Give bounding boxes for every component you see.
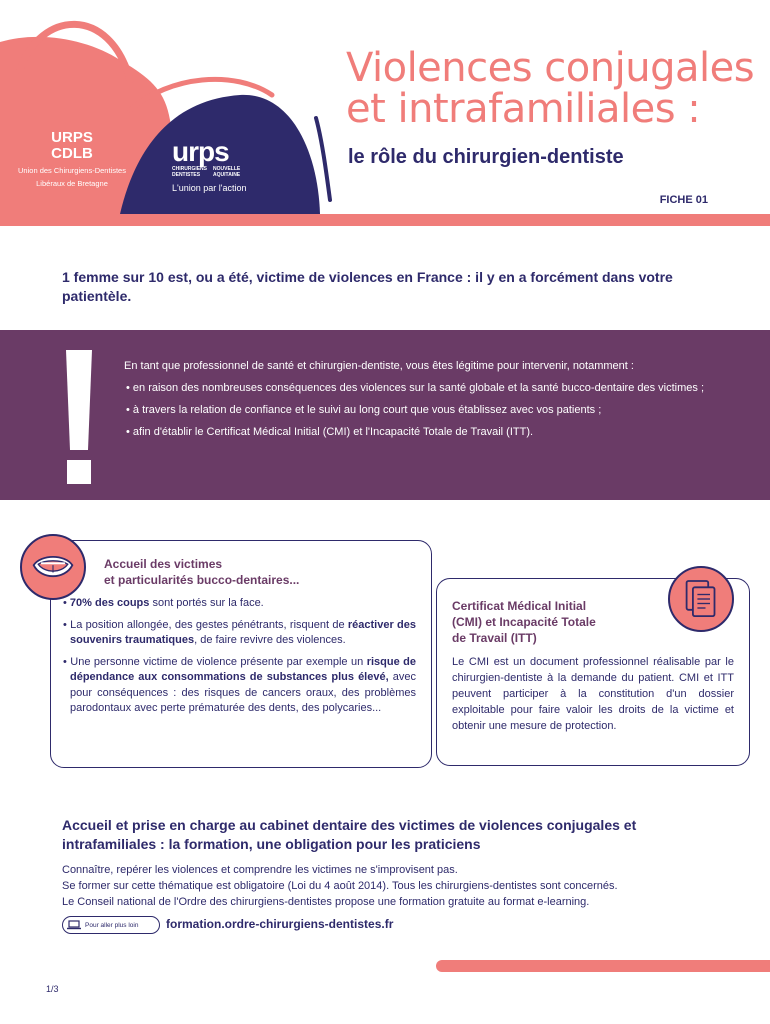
list-item: • 70% des coups sont portés sur la face. xyxy=(63,597,264,609)
page-title xyxy=(346,45,766,132)
footer-divider xyxy=(436,960,770,972)
band-lead: En tant que professionnel de santé et chirurgien-dentiste, vous êtes légitime pour intervenir, notamment : xyxy=(124,360,634,372)
list-item: • La position allongée, des gestes pénétrants, risquent de réactiver des souvenirs traumatiques, de faire revivre des violences. xyxy=(63,618,416,646)
victims-heading-line2: et particularités bucco-dentaires... xyxy=(104,573,300,587)
logo-urps-na-line3: NOUVELLE xyxy=(213,166,241,172)
training-line3: Le Conseil national de l'Ordre des chirurgiens-dentistes propose une formation gratuite au format e-learning. xyxy=(62,896,590,908)
cmi-heading-line2: (CMI) et Incapacité Totale xyxy=(452,615,596,629)
logo-urps-cdlb-sub-2: Libéraux de Bretagne xyxy=(36,179,108,188)
item2-post: , de faire revivre des violences. xyxy=(194,634,346,646)
page-number: 1/3 xyxy=(46,984,59,994)
logo-urps-na-line1: CHIRURGIENS xyxy=(172,166,208,172)
victims-card-body xyxy=(62,596,416,723)
band-bullet-2: • à travers la relation de confiance et le suivi au long court que vous établissez avec vos patients ; xyxy=(126,404,602,416)
fiche-number: FICHE 01 xyxy=(659,194,708,206)
logo-urps-na-name: urps xyxy=(172,136,229,167)
page-subtitle: le rôle du chirurgien-dentiste xyxy=(348,146,624,168)
item3-bold: risque de dépendance aux consommations de substances plus élevé, xyxy=(70,655,416,683)
more-info-label: Pour aller plus loin xyxy=(85,921,139,929)
exclamation-icon xyxy=(62,342,96,492)
page-title-line1: Violences conjugales xyxy=(346,45,755,91)
cmi-heading-line3: de Travail (ITT) xyxy=(452,631,537,645)
logo-urps-na-line4: AQUITAINE xyxy=(213,172,241,178)
document-icon xyxy=(668,566,734,632)
victims-heading-line1: Accueil des victimes xyxy=(104,557,223,571)
training-link[interactable]: formation.ordre-chirurgiens-dentistes.fr xyxy=(166,917,394,931)
item2-bold: réactiver des souvenirs traumatiques xyxy=(70,618,416,646)
laptop-icon xyxy=(67,920,81,930)
more-info-badge xyxy=(62,916,160,934)
victims-card-heading xyxy=(104,556,404,588)
logo-urps-cdlb-title-2: CDLB xyxy=(51,145,93,162)
training-line2: Se former sur cette thématique est obligatoire (Loi du 4 août 2014). Tous les chirurgiens-dentistes sont concernés. xyxy=(62,880,618,892)
item1-text: sont portés sur la face. xyxy=(149,597,264,609)
header-divider xyxy=(0,214,770,226)
logo-urps-cdlb-title-1: URPS xyxy=(51,129,93,146)
logo-urps-cdlb-sub-1: Union des Chirurgiens-Dentistes xyxy=(18,166,126,175)
band-text xyxy=(124,358,714,446)
list-item: • Une personne victime de violence présente par exemple un risque de dépendance aux consommations de substances plus élevé, avec pour conséquences : des risques de cancers oraux, des problèmes parodontaux avec perte prématurée des dents, des polycaries... xyxy=(63,655,416,714)
header-decoration xyxy=(0,0,340,230)
training-line1: Connaître, repérer les violences et comprendre les victimes ne s'improvisent pas. xyxy=(62,864,458,876)
logo-urps-na-line2: DENTISTES xyxy=(172,172,201,178)
logo-urps-nouvelle-aquitaine xyxy=(172,138,262,193)
mouth-icon xyxy=(20,534,86,600)
cmi-heading-line1: Certificat Médical Initial xyxy=(452,599,587,613)
band-bullet-1: • en raison des nombreuses conséquences des violences sur la santé globale et la santé bucco-dentaire des victimes ; xyxy=(126,382,705,394)
item3-pre: Une personne victime de violence présente par exemple un xyxy=(70,655,367,668)
logo-urps-cdlb xyxy=(12,130,132,188)
item2-pre: La position allongée, des gestes pénétrants, risquent de xyxy=(70,618,348,631)
training-heading: Accueil et prise en charge au cabinet dentaire des victimes de violences conjugales et intrafamiliales : la formation, une obligation pour les praticiens xyxy=(62,817,637,852)
cmi-card-body: Le CMI est un document professionnel réalisable par le chirurgien-dentiste à la demande du patient. CMI et ITT peuvent participer à la constitution d'un dossier exploitable pour faire valoir les droits de la victime et obtenir une mesure de protection. xyxy=(452,656,734,732)
intro-statement: 1 femme sur 10 est, ou a été, victime de violences en France : il y en a forcément dans votre patientèle. xyxy=(62,269,673,304)
item3-post: avec pour conséquences : des risques de cancers oraux, des problèmes parodontaux avec perte prématurée des dents, des polycaries... xyxy=(70,671,416,714)
cmi-card-heading xyxy=(452,598,652,646)
logo-urps-na-tagline: L'union par l'action xyxy=(172,183,247,193)
page-title-line2: et intrafamiliales : xyxy=(346,86,701,132)
legitimacy-band xyxy=(0,330,770,500)
band-bullet-3: • afin d'établir le Certificat Médical Initial (CMI) et l'Incapacité Totale de Travail (ITT). xyxy=(126,426,534,438)
training-body xyxy=(62,862,722,910)
item1-bold: 70% des coups xyxy=(69,597,150,609)
